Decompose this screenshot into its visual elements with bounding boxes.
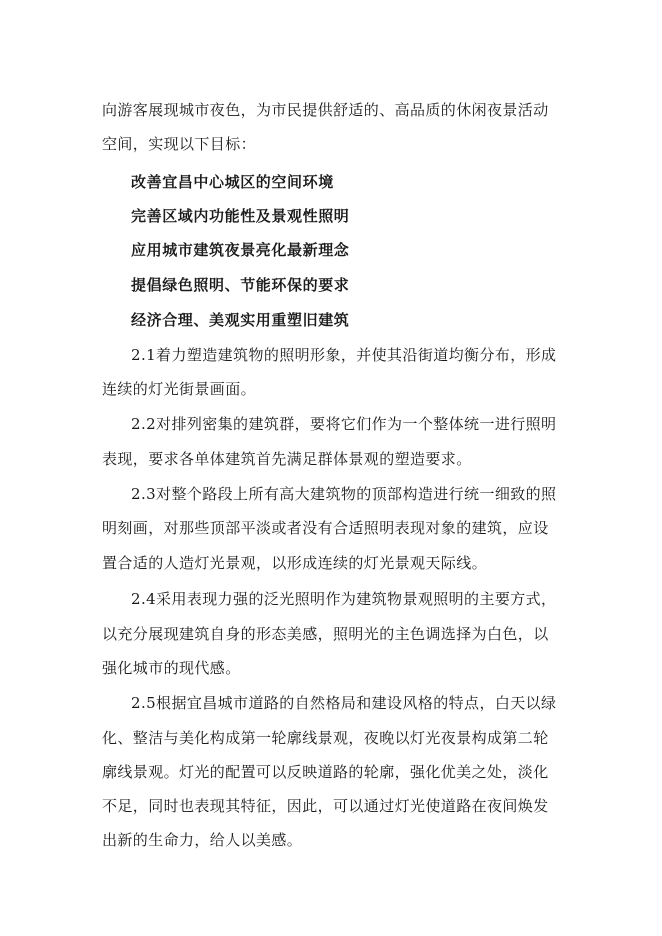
goal-item: 改善宜昌中心城区的空间环境 xyxy=(131,173,334,191)
paragraph-2-4-line: 强化城市的现代感。 xyxy=(102,659,241,677)
paragraph-2-5-line: 廓线景观。灯光的配置可以反映道路的轮廓，强化优美之处，淡化 xyxy=(102,763,549,781)
intro-line-2: 空间，实现以下目标： xyxy=(102,135,257,153)
paragraph-2-5-line: 不足，同时也表现其特征，因此，可以通过灯光使道路在夜间焕发 xyxy=(102,797,549,815)
paragraph-2-5-line: 出新的生命力，给人以美感。 xyxy=(102,831,303,849)
goal-item: 提倡绿色照明、节能环保的要求 xyxy=(131,276,350,294)
paragraph-2-3-line: 置合适的人造灯光景观，以形成连续的灯光景观天际线。 xyxy=(102,554,488,572)
paragraph-2-1-line: 连续的灯光街景画面。 xyxy=(102,380,257,398)
goal-item: 经济合理、美观实用重塑旧建筑 xyxy=(131,311,350,329)
paragraph-2-3-line: 明刻画，对那些顶部平淡或者没有合适照明表现对象的建筑，应设 xyxy=(102,519,549,537)
paragraph-2-5-line: 化、整洁与美化构成第一轮廓线景观，夜晚以灯光夜景构成第二轮 xyxy=(102,729,549,747)
paragraph-2-4-line: 以充分展现建筑自身的形态美感，照明光的主色调选择为白色，以 xyxy=(102,625,549,643)
intro-line-1: 向游客展现城市夜色，为市民提供舒适的、高品质的休闲夜景活动 xyxy=(102,101,549,119)
goal-item: 完善区域内功能性及景观性照明 xyxy=(131,207,350,225)
paragraph-2-4-line: 2.4采用表现力强的泛光照明作为建筑物景观照明的主要方式， xyxy=(131,590,557,608)
paragraph-2-2-line: 表现，要求各单体建筑首先满足群体景观的塑造要求。 xyxy=(102,450,472,468)
paragraph-2-5-line: 2.5根据宜昌城市道路的自然格局和建设风格的特点，白天以绿 xyxy=(131,694,557,712)
paragraph-2-3-line: 2.3对整个路段上所有高大建筑物的顶部构造进行统一细致的照 xyxy=(131,485,557,503)
goal-item: 应用城市建筑夜景亮化最新理念 xyxy=(131,241,350,259)
paragraph-2-2-line: 2.2对排列密集的建筑群，要将它们作为一个整体统一进行照明 xyxy=(131,415,557,433)
paragraph-2-1-line: 2.1着力塑造建筑物的照明形象，并使其沿街道均衡分布，形成 xyxy=(131,346,557,364)
